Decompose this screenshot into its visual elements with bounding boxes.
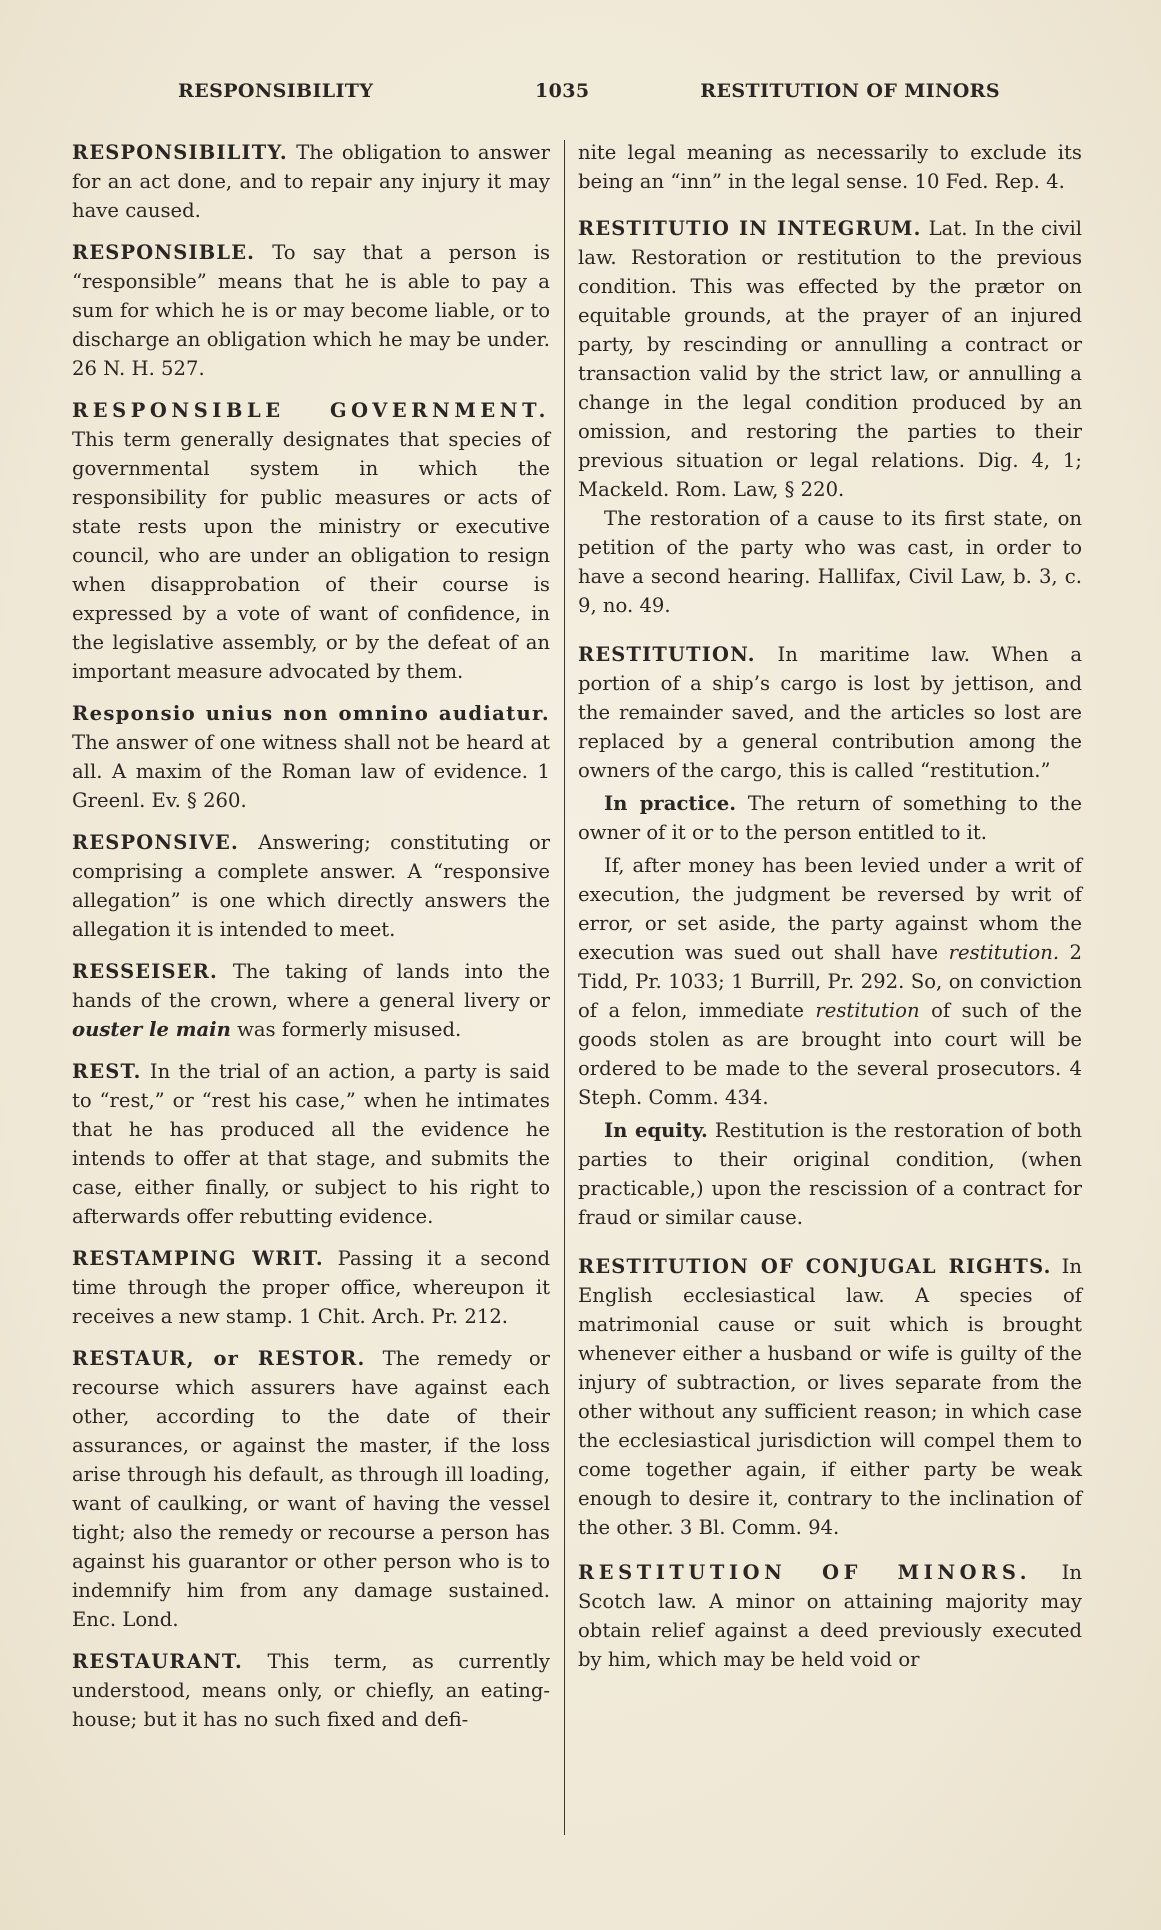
entry-definition: The answer of one witness shall not be heard at all. A maxim of the Roman law of evidence. 1 Greenl. Ev. § 260. (72, 731, 550, 812)
entry-paragraph-equity (578, 1116, 1082, 1232)
entry-restitution (578, 640, 1082, 1232)
entry-term: RESTITUTION OF MINORS. (578, 1561, 1032, 1584)
entry-definition-cont: was formerly misused. (230, 1018, 462, 1041)
entry-text (578, 1558, 1082, 1674)
entry-text (72, 396, 550, 686)
entry-definition: In the trial of an action, a party is said to “rest,” or “rest his case,” when he intimates that he has produced all the evidence he intends to offer at that stage, and submits the case, either finally, or subject to his right to afterwards offer rebutting evidence. (72, 1060, 550, 1228)
entry-text (72, 1244, 550, 1331)
entry-term: RESPONSIBLE. (72, 241, 256, 264)
italic-term: restitution. (948, 941, 1060, 964)
entry-text (578, 640, 1082, 785)
entry-term: RESPONSIBILITY. (72, 141, 288, 164)
entry-definition: Passing it a second time through the proper office, whereupon it receives a new stamp. 1 Chit. Arch. Pr. 212. (72, 1247, 550, 1328)
running-head (178, 80, 1000, 110)
entry-text (72, 1057, 550, 1231)
subsection-lead: In practice. (604, 792, 737, 815)
entry-text (72, 828, 550, 944)
entry-definition: The obligation to answer for an act done, and to repair any injury it may have caused. (72, 141, 550, 222)
entry-responsive (72, 828, 550, 944)
entry-responsio-unius (72, 699, 550, 815)
entry-definition: Lat. In the civil law. Restoration or restitution to the previous condition. This was effected by the prætor on equitable grounds, at the prayer of an injured party, by rescinding or annulling a contract or transaction valid by the strict law, or annulling a change in the legal condition produced by an omission, and restoring the parties to their previous situation or legal relations. Dig. 4, 1; Mackeld. Rom. Law, § 220. (578, 217, 1082, 501)
entry-paragraph: The restoration of a cause to its first state, on petition of the party who was cast, in order to have a second hearing. Hallifax, Civil Law, b. 3, c. 9, no. 49. (578, 507, 1082, 617)
entry-restaurant-continued (578, 138, 1082, 196)
entry-restamping-writ (72, 1244, 550, 1331)
entry-definition: This term generally designates that species of governmental system in which the responsibility for public measures or acts of state rests upon the ministry or executive council, who are under an obligation to resign when disapprobation of their course is expressed by a vote of want of confidence, in the legislative assembly, or by the defeat of an important measure advocated by them. (72, 428, 550, 683)
paragraph-text: 2 Tidd, Pr. 1033; 1 Burrill, Pr. 292. So, on conviction of a felon, immediate (578, 941, 1082, 1022)
entry-italic-term: ouster le main (72, 1018, 231, 1041)
entry-term: RESTITUTION OF CONJUGAL RIGHTS. (578, 1255, 1052, 1278)
entry-text (72, 957, 550, 1044)
entry-restaurant (72, 1647, 550, 1734)
entry-definition: Answering; constituting or comprising a complete answer. A “responsive allegation” is one which directly answers the allegation it is intended to meet. (72, 831, 550, 941)
entry-text (72, 1647, 550, 1734)
entry-text (578, 214, 1082, 504)
entry-restitution-of-minors (578, 1558, 1082, 1674)
entry-text (72, 238, 550, 383)
entry-term: RESSEISER. (72, 960, 218, 983)
subsection-text: Restitution is the restoration of both parties to their original condition, (when practicable,) upon the rescission of a contract for fraud or similar cause. (578, 1119, 1082, 1229)
entry-definition: The remedy or recourse which assurers have against each other, according to the date of their assurances, or against the master, if the loss arise through his default, as through ill loading, want of caulking, or want of having the vessel tight; also the remedy or recourse a person has against his guarantor or other person who is to indemnify him from any damage sustained. Enc. Lond. (72, 1347, 551, 1631)
entry-term: RESPONSIVE. (72, 831, 239, 854)
italic-term: restitution (815, 999, 920, 1022)
paragraph-text: If, after money has been levied under a writ of execution, the judgment be reversed by writ of error, or set aside, the party against whom the execution was sued out shall have (578, 854, 1082, 964)
entry-restaur (72, 1344, 550, 1634)
entry-text (72, 138, 550, 225)
entry-text (72, 699, 550, 815)
entry-definition: In Scotch law. A minor on attaining majority may obtain relief against a deed previously executed by him, which may be held void or (578, 1561, 1082, 1671)
entry-term: RESPONSIBLE GOVERNMENT. (72, 399, 550, 422)
left-column (72, 138, 550, 1747)
right-column (578, 138, 1082, 1687)
entry-definition: In maritime law. When a portion of a ship’s cargo is lost by jettison, and the remainder saved, and the articles so lost are replaced by a general contribution among the owners of the cargo, this is called “restitution.” (578, 643, 1082, 782)
running-head-left: RESPONSIBILITY (178, 80, 374, 102)
entry-definition: The taking of lands into the hands of the crown, where a general livery or (72, 960, 551, 1012)
entry-paragraph-execution (578, 851, 1082, 1112)
entry-restitutio-in-integrum (578, 214, 1082, 620)
entry-definition: In English ecclesiastical law. A species of matrimonial cause or suit which is brought whenever either a husband or wife is guilty of the injury of subtraction, or lives separate from the other without any sufficient reason; in which case the ecclesiastical jurisdiction will compel them to come together again, if either party be weak enough to desire it, contrary to the inclination of the other. 3 Bl. Comm. 94. (578, 1255, 1082, 1539)
subsection-lead: In equity. (604, 1119, 708, 1142)
entry-paragraph-practice (578, 789, 1082, 847)
entry-text (578, 1252, 1082, 1542)
entry-continuation: nite legal meaning as necessarily to exclude its being an “inn” in the legal sense. 10 Fed. Rep. 4. (578, 141, 1082, 193)
entry-restitution-of-conjugal-rights (578, 1252, 1082, 1542)
entry-responsibility (72, 138, 550, 225)
entry-term: REST. (72, 1060, 142, 1083)
entry-definition: To say that a person is “responsible” means that he is able to pay a sum for which he is or may become liable, or to discharge an obligation which he may be under. 26 N. H. 527. (72, 241, 550, 380)
entry-responsible-government (72, 396, 550, 686)
entry-term: Responsio unius non omnino audiatur. (72, 702, 550, 725)
entry-term: RESTAMPING WRIT. (72, 1247, 324, 1270)
running-head-right: RESTITUTION OF MINORS (700, 80, 1000, 102)
entry-term: RESTAURANT. (72, 1650, 243, 1673)
entry-definition: This term, as currently understood, means only, or chiefly, an eating-house; but it has no such fixed and defi- (72, 1650, 550, 1731)
entry-term: RESTITUTIO IN INTEGRUM. (578, 217, 922, 240)
subsection-text: The return of something to the owner of it or to the person entitled to it. (578, 792, 1082, 844)
page-number: 1035 (535, 80, 590, 102)
entry-term: RESTITUTION. (578, 643, 756, 666)
entry-responsible (72, 238, 550, 383)
entry-resseiser (72, 957, 550, 1044)
column-divider (564, 140, 565, 1835)
entry-rest (72, 1057, 550, 1231)
paragraph-text: of such of the goods stolen as are brought into court will be ordered to be made to the several prosecutors. 4 Steph. Comm. 434. (578, 999, 1082, 1109)
entry-text (72, 1344, 550, 1634)
entry-term: RESTAUR, or RESTOR. (72, 1347, 366, 1370)
